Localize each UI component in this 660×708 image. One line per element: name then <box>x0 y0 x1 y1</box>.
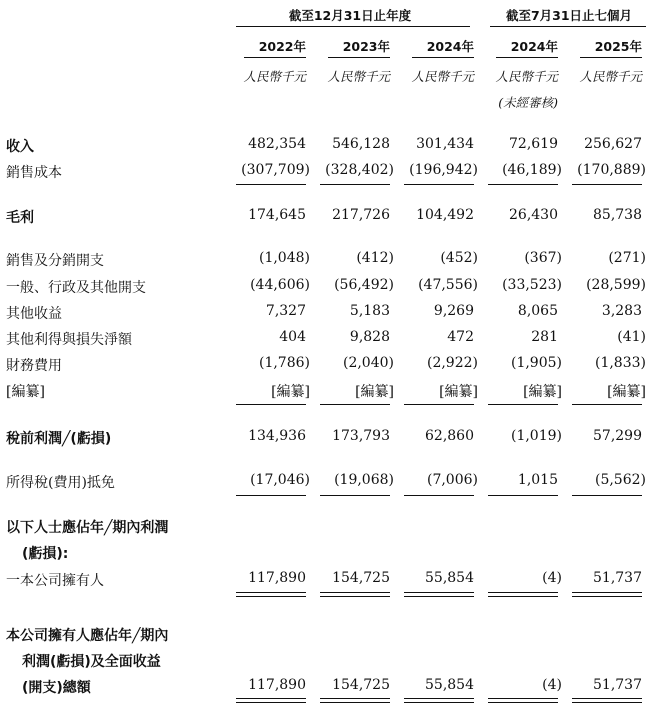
cell-finance-c3: (2,922) <box>426 355 478 371</box>
cell-total-c4: (4) <box>542 677 562 693</box>
cell-other-income-c5: 3,283 <box>601 303 642 319</box>
cell-admin-c3: (47,556) <box>418 277 478 293</box>
year-col-1: 2022年 <box>258 39 306 54</box>
pbt-rule-c1 <box>236 404 306 405</box>
cell-selling-c1: (1,048) <box>258 250 310 266</box>
cell-revenue-c4: 72,619 <box>509 136 558 152</box>
cell-cost-c5: (170,889) <box>577 162 646 178</box>
year-col-3: 2024年 <box>426 39 474 54</box>
year-col-5-rule <box>580 57 642 58</box>
cell-tax-c4: 1,015 <box>517 472 558 488</box>
cell-tax-c2: (19,068) <box>334 472 394 488</box>
subtotal-rule-c2 <box>320 184 390 185</box>
unit-col-3: 人民幣千元 <box>411 69 474 84</box>
cell-tax-c5: (5,562) <box>594 472 646 488</box>
owners-double-rule-bot-c3 <box>404 596 474 597</box>
cell-revenue-c5: 256,627 <box>584 136 642 152</box>
owners-double-rule-bot-c1 <box>236 596 306 597</box>
cell-gross-profit-c3: 104,492 <box>416 207 474 223</box>
cell-pbt-c5: 57,299 <box>593 428 642 444</box>
cell-pbt-c4: (1,019) <box>510 428 562 444</box>
header-group-years: 截至12月31日止年度 <box>288 8 412 23</box>
cell-owners-c4: (4) <box>542 570 562 586</box>
pbt-rule-c4 <box>488 404 558 405</box>
cell-admin-c1: (44,606) <box>250 277 310 293</box>
cell-other-income-c3: 9,269 <box>433 303 474 319</box>
owners-double-rule-top-c5 <box>572 592 642 593</box>
year-col-5: 2025年 <box>594 39 642 54</box>
subtotal-rule-c4 <box>488 184 558 185</box>
cell-total-c1: 117,890 <box>248 677 306 693</box>
pbt-rule-c2 <box>320 404 390 405</box>
net-rule-c3 <box>404 495 474 496</box>
owners-double-rule-bot-c4 <box>488 596 558 597</box>
year-col-4: 2024年 <box>510 39 558 54</box>
total-double-rule-bot-c4 <box>488 702 558 703</box>
row-label-selling-expenses: 銷售及分銷開支 <box>6 253 104 269</box>
cell-finance-c5: (1,833) <box>594 355 646 371</box>
owners-double-rule-bot-c5 <box>572 596 642 597</box>
total-double-rule-top-c1 <box>236 698 306 699</box>
cell-total-c5: 51,737 <box>593 677 642 693</box>
cell-selling-c3: (452) <box>440 250 478 266</box>
section-label-profit-attr-1: 以下人士應佔年╱期內利潤 <box>6 520 169 536</box>
section-label-total-1: 本公司擁有人應佔年╱期內 <box>6 628 169 644</box>
cell-revenue-c2: 546,128 <box>332 136 390 152</box>
year-col-2-rule <box>328 57 390 58</box>
cell-total-c2: 154,725 <box>332 677 390 693</box>
cell-redacted-c3: [編纂] <box>439 384 478 400</box>
cell-gross-profit-c4: 26,430 <box>509 207 558 223</box>
unit-col-5: 人民幣千元 <box>579 69 642 84</box>
pbt-rule-c5 <box>572 404 642 405</box>
total-double-rule-bot-c5 <box>572 702 642 703</box>
cell-other-gains-c5: (41) <box>617 329 646 345</box>
total-double-rule-top-c4 <box>488 698 558 699</box>
row-label-total-comprehensive: (開支)總額 <box>22 680 91 696</box>
unit-col-1: 人民幣千元 <box>243 69 306 84</box>
header-group-months: 截至7月31日止七個月 <box>505 8 633 23</box>
cell-tax-c3: (7,006) <box>426 472 478 488</box>
cell-pbt-c2: 173,793 <box>332 428 390 444</box>
owners-double-rule-top-c1 <box>236 592 306 593</box>
cell-gross-profit-c1: 174,645 <box>248 207 306 223</box>
cell-finance-c4: (1,905) <box>510 355 562 371</box>
cell-total-c3: 55,854 <box>425 677 474 693</box>
cell-pbt-c3: 62,860 <box>425 428 474 444</box>
cell-admin-c4: (33,523) <box>502 277 562 293</box>
row-label-gross-profit: 毛利 <box>6 210 34 226</box>
cell-other-gains-c2: 9,828 <box>349 329 390 345</box>
unit-col-2: 人民幣千元 <box>327 69 390 84</box>
row-label-other-income: 其他收益 <box>6 306 62 322</box>
cell-cost-c4: (46,189) <box>502 162 562 178</box>
row-label-owners: 一本公司擁有人 <box>6 573 104 589</box>
cell-owners-c5: 51,737 <box>593 570 642 586</box>
unaudited-note: (未經審核) <box>498 95 558 110</box>
cell-owners-c3: 55,854 <box>425 570 474 586</box>
cell-gross-profit-c5: 85,738 <box>593 207 642 223</box>
year-col-2: 2023年 <box>342 39 390 54</box>
cell-gross-profit-c2: 217,726 <box>332 207 390 223</box>
owners-double-rule-top-c2 <box>320 592 390 593</box>
cell-other-income-c2: 5,183 <box>349 303 390 319</box>
net-rule-c4 <box>488 495 558 496</box>
row-label-cost-of-sales: 銷售成本 <box>6 165 62 181</box>
cell-cost-c3: (196,942) <box>409 162 478 178</box>
cell-tax-c1: (17,046) <box>250 472 310 488</box>
cell-selling-c4: (367) <box>524 250 562 266</box>
cell-owners-c1: 117,890 <box>248 570 306 586</box>
cell-redacted-c4: [編纂] <box>523 384 562 400</box>
row-label-income-tax: 所得稅(費用)抵免 <box>6 475 115 491</box>
cell-selling-c2: (412) <box>356 250 394 266</box>
cell-cost-c2: (328,402) <box>325 162 394 178</box>
row-label-profit-before-tax: 稅前利潤╱(虧損) <box>6 431 112 447</box>
cell-selling-c5: (271) <box>608 250 646 266</box>
row-label-revenue: 收入 <box>6 139 34 155</box>
owners-double-rule-bot-c2 <box>320 596 390 597</box>
cell-other-income-c1: 7,327 <box>265 303 306 319</box>
cell-other-income-c4: 8,065 <box>517 303 558 319</box>
cell-redacted-c2: [編纂] <box>355 384 394 400</box>
section-label-profit-attr-2: (虧損): <box>22 546 69 562</box>
cell-redacted-c5: [編纂] <box>607 384 646 400</box>
cell-revenue-c3: 301,434 <box>416 136 474 152</box>
header-group-years-rule <box>236 26 470 27</box>
cell-other-gains-c1: 404 <box>279 329 306 345</box>
year-col-4-rule <box>496 57 558 58</box>
cell-revenue-c1: 482,354 <box>248 136 306 152</box>
year-col-1-rule <box>244 57 306 58</box>
row-label-admin-expenses: 一般、行政及其他開支 <box>6 280 146 296</box>
cell-admin-c2: (56,492) <box>334 277 394 293</box>
total-double-rule-bot-c1 <box>236 702 306 703</box>
net-rule-c2 <box>320 495 390 496</box>
cell-owners-c2: 154,725 <box>332 570 390 586</box>
row-label-finance-costs: 財務費用 <box>6 358 62 374</box>
net-rule-c1 <box>236 495 306 496</box>
total-double-rule-bot-c2 <box>320 702 390 703</box>
owners-double-rule-top-c3 <box>404 592 474 593</box>
net-rule-c5 <box>572 495 642 496</box>
total-double-rule-top-c2 <box>320 698 390 699</box>
cell-cost-c1: (307,709) <box>241 162 310 178</box>
cell-finance-c2: (2,040) <box>342 355 394 371</box>
cell-other-gains-c4: 281 <box>531 329 558 345</box>
cell-finance-c1: (1,786) <box>258 355 310 371</box>
cell-redacted-c1: [編纂] <box>271 384 310 400</box>
total-double-rule-top-c3 <box>404 698 474 699</box>
cell-admin-c5: (28,599) <box>586 277 646 293</box>
row-label-other-gains: 其他利得與損失淨額 <box>6 332 132 348</box>
owners-double-rule-top-c4 <box>488 592 558 593</box>
cell-other-gains-c3: 472 <box>447 329 474 345</box>
total-double-rule-top-c5 <box>572 698 642 699</box>
total-double-rule-bot-c3 <box>404 702 474 703</box>
cell-pbt-c1: 134,936 <box>248 428 306 444</box>
subtotal-rule-c3 <box>404 184 474 185</box>
subtotal-rule-c1 <box>236 184 306 185</box>
section-label-total-2: 利潤(虧損)及全面收益 <box>22 654 161 670</box>
subtotal-rule-c5 <box>572 184 642 185</box>
pbt-rule-c3 <box>404 404 474 405</box>
row-label-redacted: [編纂] <box>6 384 45 400</box>
header-group-months-rule <box>490 26 646 27</box>
unit-col-4: 人民幣千元 <box>495 69 558 84</box>
year-col-3-rule <box>412 57 474 58</box>
